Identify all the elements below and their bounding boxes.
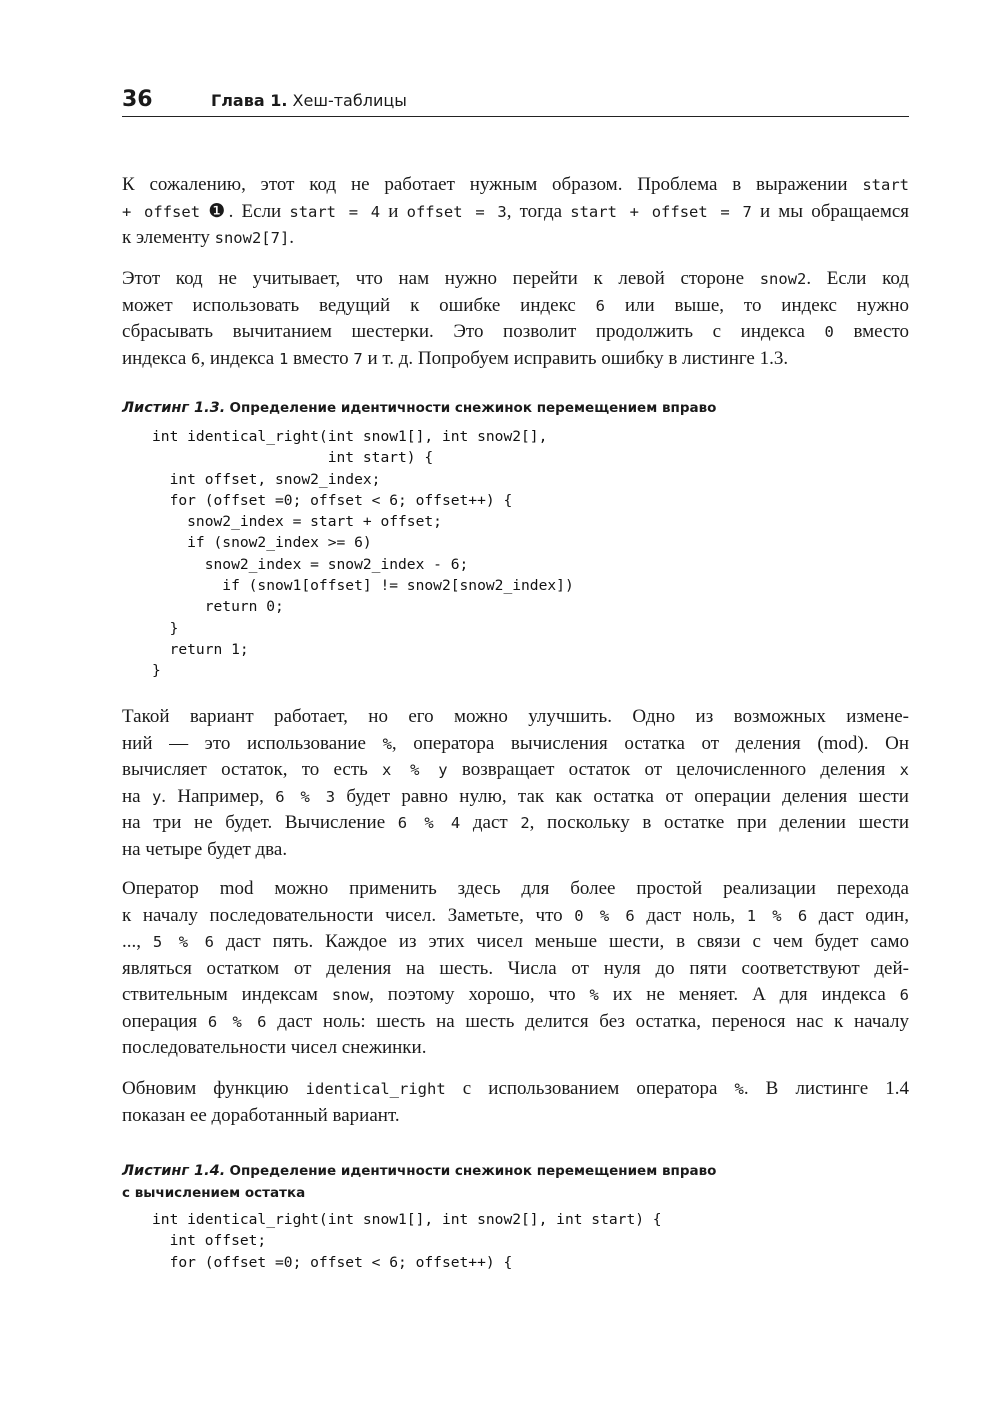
listing-1-4-code <box>152 1209 852 1273</box>
text-line: К сожалению, этот код не работает нужным образом. Проблема в выражении start <box>122 174 909 195</box>
text-line: сбрасывать вычитанием шестерки. Это позволит продолжить с индекса 0 вместо <box>122 321 909 342</box>
text-line: Такой вариант работает, но его можно улучшить. Одно из возможных измене- <box>122 706 909 727</box>
text-line: ..., 5 % 6 даст пять. Каждое из этих чисел меньше шести, в связи с чем будет само <box>122 931 909 952</box>
running-header <box>122 86 909 117</box>
code-line: int offset; <box>152 1232 267 1250</box>
paragraph-5 <box>122 1076 909 1129</box>
text-line: Этот код не учитывает, что нам нужно перейти к левой стороне snow2. Если код <box>122 268 909 289</box>
paragraph-2 <box>122 266 909 372</box>
code-line: } <box>152 662 161 680</box>
text-line: индекса 6, индекса 1 вместо 7 и т. д. Попробуем исправить ошибку в листинге 1.3. <box>122 347 789 369</box>
text-line: к элементу snow2[7]. <box>122 227 295 248</box>
text-line: может использовать ведущий к ошибке индекс 6 или выше, то индекс нужно <box>122 294 909 316</box>
code-line: } <box>152 619 179 637</box>
listing-label: Листинг 1.3. <box>122 400 226 416</box>
code-line: int start) { <box>152 449 434 467</box>
text-line: на y. Например, 6 % 3 будет равно нулю, так как остатка от операции деления шести <box>122 785 909 807</box>
text-line: к началу последовательности чисел. Заметьте, что 0 % 6 даст ноль, 1 % 6 даст один, <box>122 904 909 926</box>
listing-title: Определение идентичности снежинок перемещением вправо <box>229 400 717 416</box>
code-line: if (snow2_index >= 6) <box>152 534 372 552</box>
text-line: + offset ❶. Если start = 4 и offset = 3, тогда start + offset = 7 и мы обращаемся <box>122 200 909 222</box>
code-line: for (offset =0; offset < 6; offset++) { <box>152 1253 513 1271</box>
chapter-label: Глава 1. <box>211 91 288 110</box>
text-line: на четыре будет два. <box>122 838 288 860</box>
text-line: ствительным индексам snow, поэтому хорошо, что % их не меняет. А для индекса 6 <box>122 984 909 1005</box>
text-line: Оператор mod можно применить здесь для более простой реализации перехода <box>122 878 909 899</box>
listing-title: Определение идентичности снежинок перемещением вправо <box>229 1163 717 1179</box>
code-line: int identical_right(int snow1[], int snow2[], <box>152 428 548 445</box>
code-line: int offset, snow2_index; <box>152 470 381 488</box>
text-line: операция 6 % 6 даст ноль: шесть на шесть делится без остатка, перенося нас к началу <box>122 1010 909 1032</box>
listing-1-3-code <box>152 426 852 682</box>
listing-1-3-caption <box>122 397 909 419</box>
code-line: snow2_index = snow2_index - 6; <box>152 555 469 573</box>
paragraph-1 <box>122 172 909 252</box>
code-line: return 0; <box>152 598 284 616</box>
code-line: snow2_index = start + offset; <box>152 513 442 531</box>
code-line: int identical_right(int snow1[], int snow2[], int start) { <box>152 1211 662 1228</box>
paragraph-3 <box>122 704 909 863</box>
text-line: вычисляет остаток, то есть x % y возвращает остаток от целочисленного деления x <box>122 759 909 780</box>
listing-1-4-caption <box>122 1160 909 1204</box>
text-line: являться остатком от деления на шесть. Числа от нуля до пяти соответствуют дей- <box>122 957 909 979</box>
paragraph-4 <box>122 876 909 1062</box>
text-line: ний — это использование %, оператора вычисления остатка от деления (mod). Он <box>122 732 909 754</box>
chapter-heading <box>211 89 407 113</box>
text-line: на три не будет. Вычисление 6 % 4 даст 2, поскольку в остатке при делении шести <box>122 812 909 833</box>
code-line: for (offset =0; offset < 6; offset++) { <box>152 491 513 509</box>
text-line: последовательности чисел снежинки. <box>122 1037 427 1058</box>
code-line: return 1; <box>152 640 249 658</box>
chapter-title: Хеш-таблицы <box>292 91 407 110</box>
page-number: 36 <box>122 87 153 112</box>
listing-label: Листинг 1.4. <box>122 1163 226 1179</box>
code-line: if (snow1[offset] != snow2[snow2_index]) <box>152 577 574 595</box>
text-line: показан ее доработанный вариант. <box>122 1104 400 1126</box>
text-line: Обновим функцию identical_right с использованием оператора %. В листинге 1.4 <box>122 1078 909 1099</box>
listing-title-cont: с вычислением остатка <box>122 1185 306 1201</box>
